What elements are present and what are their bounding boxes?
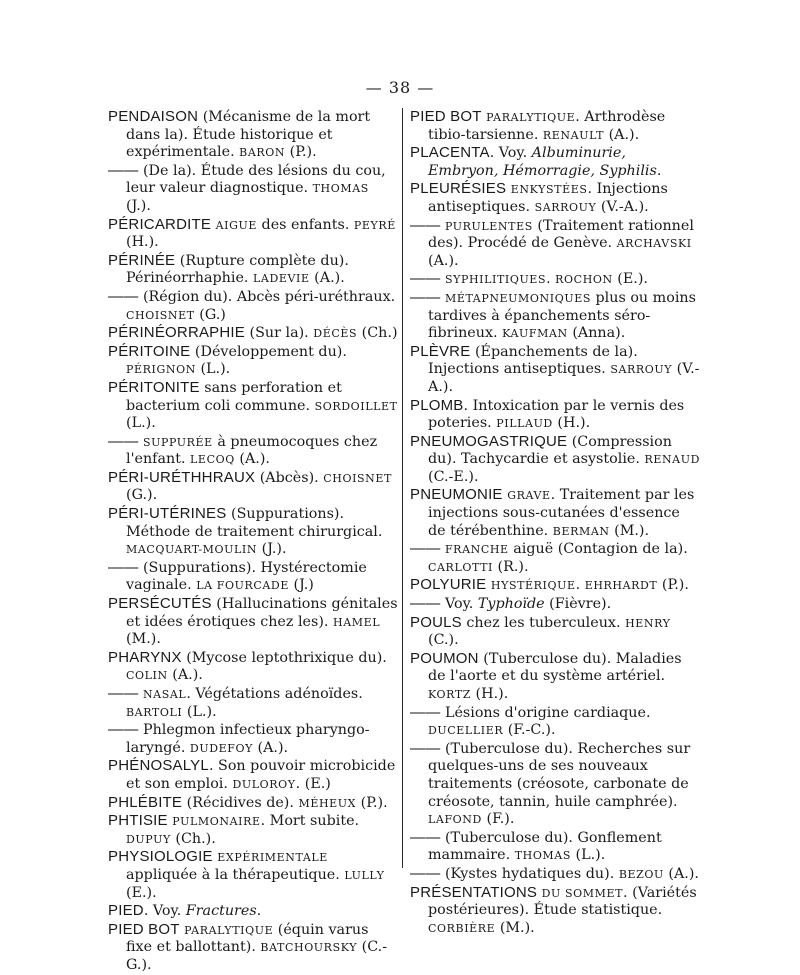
- entry-qualifier: FRANCHE: [444, 543, 509, 557]
- entry-text: (Suppurations). Hystérectomie vaginale.: [126, 559, 367, 594]
- entry-text: (Épanchements de la). Injections antiseptiques.: [428, 343, 638, 378]
- index-entry: [410, 217, 700, 271]
- index-entry: [410, 343, 700, 397]
- entry-initials: (P.).: [657, 577, 689, 594]
- entry-text: à pneumocoques chez l'enfant.: [126, 433, 378, 468]
- entry-initials: (Ch.): [357, 325, 398, 342]
- entry-heading: POULS: [410, 613, 462, 631]
- index-entry: [108, 379, 398, 433]
- index-entry: [410, 576, 700, 595]
- entry-author: ROCHON: [555, 273, 613, 287]
- entry-heading: PLEURÉSIES: [410, 180, 507, 198]
- entry-initials: (C.-G.).: [126, 939, 388, 973]
- index-entry: [108, 288, 398, 324]
- entry-initials: (E.).: [126, 884, 157, 901]
- index-entry: [410, 704, 700, 740]
- entry-heading: ——: [410, 864, 441, 882]
- entry-initials: (A.).: [663, 865, 699, 882]
- entry-text: .: [575, 577, 585, 594]
- index-entry: [108, 649, 398, 685]
- entry-heading: ——: [410, 595, 441, 613]
- entry-author: LA FOURCADE: [196, 579, 289, 593]
- entry-initials: (A.).: [167, 667, 203, 684]
- page-number: — 38 —: [365, 78, 435, 97]
- entry-text: (Développement du).: [190, 343, 347, 360]
- entry-initials: (V.-A.).: [428, 361, 700, 395]
- entry-heading: PIED BOT: [108, 920, 180, 938]
- entry-heading: PÉRINÉE: [108, 251, 176, 269]
- left-column: [108, 108, 398, 975]
- entry-text: (De la). Étude des lésions du cou, leur valeur diagnostique.: [126, 162, 386, 197]
- entry-heading: PENDAISON: [108, 108, 199, 125]
- entry-text: . Injections antiseptiques.: [428, 181, 668, 215]
- entry-heading: PÉRI-URÉTHHRAUX: [108, 468, 256, 486]
- entry-author: THOMAS: [312, 182, 369, 196]
- entry-qualifier: PARALYTIQUE: [486, 111, 576, 124]
- entry-heading: ——: [410, 288, 441, 306]
- entry-text: (Rupture complète du). Périnéorrhaphie.: [126, 252, 349, 287]
- entry-text: .: [546, 271, 556, 288]
- entry-text: Voy.: [440, 596, 478, 613]
- entry-text: chez les tuberculeux.: [461, 614, 626, 631]
- entry-heading: PHYSIOLOGIE: [108, 848, 213, 866]
- index-entry: [410, 884, 700, 938]
- entry-text: Phlegmon infectieux pharyngo-laryngé.: [126, 722, 370, 756]
- entry-qualifier: HYSTÉRIQUE: [490, 579, 576, 593]
- entry-heading: PHÉNOSALYL: [108, 757, 209, 775]
- entry-text: (Suppurations). Méthode de traitement chirurgical.: [126, 506, 383, 540]
- entry-author: LADEVIE: [253, 272, 310, 286]
- index-entry: [108, 902, 398, 921]
- entry-qualifier: SYPHILITIQUES: [444, 273, 547, 287]
- entry-initials: (C.-E.).: [428, 468, 479, 485]
- entry-author: BERMAN: [552, 524, 610, 538]
- entry-author: SARROUY: [534, 200, 597, 214]
- entry-initials: (H.).: [552, 415, 591, 432]
- entry-author: RENAUD: [644, 453, 701, 467]
- entry-author: DÉCÈS: [313, 327, 358, 341]
- index-entry: [410, 865, 700, 884]
- entry-author: CARLOTTI: [428, 560, 493, 574]
- index-entry: [108, 216, 398, 252]
- entry-text: (Compression du). Tachycardie et asystolie.: [428, 433, 672, 468]
- entry-initials: (M.).: [609, 522, 650, 539]
- entry-heading: PÉRICARDITE: [108, 215, 212, 233]
- entry-text: . Intoxication par le vernis des poteries.: [428, 397, 685, 432]
- right-column: [410, 108, 700, 937]
- entry-initials: (H.).: [471, 686, 509, 702]
- index-entry: [410, 397, 700, 433]
- entry-initials: (A.).: [604, 126, 640, 143]
- entry-author: KORTZ: [428, 688, 472, 701]
- entry-author: LECOQ: [190, 453, 235, 467]
- entry-author: DULOROY: [232, 777, 296, 791]
- entry-heading: PLÈVRE: [410, 342, 471, 360]
- entry-text: . Végétations adénoïdes.: [186, 686, 363, 702]
- entry-heading: PNEUMONIE: [410, 486, 503, 504]
- index-entry: [410, 540, 700, 576]
- entry-heading: PÉRINÉORRAPHIE: [108, 324, 245, 342]
- entry-qualifier: NASAL: [142, 688, 187, 701]
- entry-text: (Tuberculose du). Gonflement mammaire.: [428, 829, 662, 864]
- entry-author: BARTOLI: [126, 705, 183, 719]
- entry-author: MACQUART-MOULIN: [126, 543, 258, 557]
- entry-initials: (G.): [194, 306, 226, 323]
- index-entry: [108, 559, 398, 595]
- entry-initials: (E.).: [612, 271, 648, 288]
- entry-text: (Mécanisme de la mort dans la). Étude historique et expérimentale.: [126, 109, 371, 161]
- entry-qualifier: ENKYSTÉES: [510, 183, 588, 197]
- entry-text: (Abcès).: [255, 469, 324, 486]
- entry-initials: (J.).: [257, 541, 287, 558]
- entry-author: LULLY: [344, 868, 385, 882]
- entry-heading: ——: [108, 432, 139, 450]
- entry-initials: (R.).: [493, 558, 529, 575]
- entry-author: SARROUY: [610, 363, 673, 377]
- entry-author: EHRHARDT: [584, 579, 658, 593]
- entry-text: . Mort subite.: [260, 813, 360, 830]
- index-entry: [410, 108, 700, 144]
- entry-initials: (M.).: [495, 919, 535, 936]
- entry-text: (Tuberculose du). Recherches sur quelques-uns de ses nouveaux traitements (créosote, carbonate de créosote, tannin, huile camphrée).: [428, 740, 691, 810]
- entry-heading: PHTISIE: [108, 812, 168, 830]
- entry-qualifier: DU SOMMET: [541, 886, 624, 900]
- entry-heading: POLYURIE: [410, 576, 487, 594]
- entry-text: plus ou moins tardives à épanchements séro-fibrineux.: [428, 289, 696, 342]
- entry-author: HENRY: [625, 616, 671, 630]
- entry-qualifier: MÉTAPNEUMONIQUES: [444, 291, 591, 305]
- index-entry: [108, 433, 398, 469]
- entry-author: DUPUY: [126, 832, 171, 846]
- index-entry: [410, 650, 700, 704]
- index-entry: [410, 829, 700, 865]
- index-entry: [108, 505, 398, 559]
- entry-qualifier: EXPÉRIMENTALE: [217, 851, 328, 865]
- entry-heading: ——: [410, 540, 441, 558]
- entry-text: . Son pouvoir microbicide et son emploi.: [126, 758, 396, 792]
- index-entry: [410, 740, 700, 829]
- entry-author: PEYRÉ: [353, 218, 396, 232]
- entry-initials: (C.).: [428, 632, 459, 649]
- entry-text: des enfants.: [257, 216, 354, 233]
- entry-initials: (A.).: [252, 739, 289, 756]
- entry-author: PILLAUD: [496, 417, 553, 431]
- entry-qualifier: PURULENTES: [444, 219, 533, 233]
- entry-initials: . (E.): [295, 775, 331, 792]
- entry-author: DUCELLIER: [428, 724, 504, 738]
- entry-initials: (F.-C.).: [503, 722, 556, 739]
- entry-author: ARCHAVSKI: [616, 237, 692, 251]
- index-entry: [410, 289, 700, 343]
- entry-initials: (V.-A.).: [596, 198, 649, 215]
- index-entry: [108, 757, 398, 793]
- entry-text: appliquée à la thérapeutique.: [126, 866, 345, 883]
- index-entry: [108, 162, 398, 216]
- index-entry: [410, 486, 700, 540]
- entry-heading: ——: [108, 721, 139, 739]
- entry-text: (Kystes hydatiques du).: [440, 865, 619, 882]
- entry-initials: (A.).: [428, 252, 459, 269]
- entry-heading: PHLÉBITE: [108, 793, 183, 811]
- entry-heading: ——: [108, 685, 139, 702]
- entry-heading: PHARYNX: [108, 648, 182, 666]
- index-entry: [108, 252, 398, 288]
- entry-author: DUDEFOY: [189, 741, 253, 755]
- entry-reference: Fractures: [185, 903, 257, 920]
- entry-qualifier: SUPPURÉE: [142, 435, 213, 449]
- entry-author: BEZOU: [618, 867, 664, 881]
- index-entry: [108, 108, 398, 162]
- entry-initials: (J.): [288, 577, 314, 594]
- entry-text: aiguë (Contagion de la).: [508, 541, 688, 558]
- index-entry: [410, 144, 700, 180]
- entry-initials: (A.).: [234, 451, 270, 468]
- entry-heading: ——: [410, 216, 441, 234]
- entry-author: HAMEL: [333, 615, 381, 629]
- entry-author: CORBIÈRE: [428, 921, 496, 935]
- index-entry: [108, 324, 398, 343]
- index-entry: [108, 595, 398, 649]
- entry-heading: PRÉSENTATIONS: [410, 883, 538, 901]
- entry-heading: PLACENTA: [410, 144, 490, 162]
- entry-text: (Traitement rationnel des). Procédé de Genève.: [428, 217, 694, 252]
- entry-heading: ——: [410, 739, 441, 757]
- entry-text: sans perforation et bacterium coli commune.: [126, 379, 342, 414]
- entry-heading: PIED: [108, 902, 144, 920]
- index-entry: [410, 614, 700, 650]
- entry-initials: (L.).: [182, 703, 217, 720]
- entry-heading: ——: [410, 270, 441, 288]
- entry-author: CHOISNET: [323, 471, 392, 485]
- entry-author: BARON: [239, 146, 286, 160]
- entry-heading: PNEUMOGASTRIQUE: [410, 432, 568, 450]
- entry-initials: .: [656, 162, 662, 179]
- index-entry: [108, 812, 398, 848]
- entry-initials: (H.).: [126, 234, 159, 251]
- entry-author: CHOISNET: [126, 308, 195, 322]
- index-entry: [108, 848, 398, 902]
- entry-qualifier: GRAVE: [507, 489, 551, 503]
- entry-heading: ——: [108, 161, 139, 179]
- entry-author: SORDOILLET: [314, 399, 398, 413]
- entry-initials: (G.).: [126, 487, 158, 504]
- entry-text: (Sur la).: [245, 325, 314, 342]
- entry-qualifier: AIGUE: [215, 218, 257, 232]
- index-entry: [410, 595, 700, 614]
- entry-heading: POUMON: [410, 649, 479, 667]
- entry-text: (Tuberculose du). Maladies de l'aorte et du système artériel.: [428, 650, 682, 685]
- index-entry: [108, 469, 398, 505]
- entry-text: . Traitement par les injections sous-cutanées d'essence de térébenthine.: [428, 487, 695, 539]
- entry-author: RENAULT: [542, 128, 605, 142]
- column-divider: [402, 108, 403, 868]
- entry-text: (Récidives de).: [182, 794, 299, 811]
- entry-text: (Région du). Abcès péri-uréthraux.: [138, 288, 396, 305]
- index-entry: [410, 270, 700, 289]
- entry-text: . (Variétés postérieures). Étude statistique.: [428, 884, 697, 919]
- entry-initials: (P.).: [356, 794, 388, 811]
- entry-reference: Typhoïde: [477, 596, 545, 613]
- entry-text: . Voy.: [143, 903, 186, 920]
- index-entry: [108, 343, 398, 379]
- entry-initials: (Ch.).: [170, 830, 216, 847]
- entry-heading: PLOMB: [410, 396, 464, 414]
- entry-initials: (L.).: [570, 847, 606, 864]
- entry-author: BATCHOURSKY: [260, 941, 358, 955]
- entry-heading: ——: [410, 828, 441, 846]
- entry-qualifier: PARALYTIQUE: [184, 923, 274, 937]
- entry-initials: (L.).: [195, 361, 231, 378]
- entry-text: . Voy.: [489, 145, 532, 162]
- entry-author: MÉHEUX: [298, 796, 357, 810]
- entry-heading: PÉRI-UTÉRINES: [108, 505, 227, 523]
- index-entry: [108, 794, 398, 813]
- entry-qualifier: PULMONAIRE: [172, 815, 261, 829]
- entry-text: (Mycose leptothrixique du).: [181, 649, 387, 666]
- index-entry: [410, 180, 700, 216]
- entry-initials: (M.).: [126, 631, 161, 648]
- entry-initials: (J.).: [126, 197, 151, 214]
- entry-initials: (P.).: [285, 144, 317, 161]
- entry-reference: Albuminurie, Embryon, Hémorragie, Syphilis: [428, 145, 657, 179]
- entry-heading: ——: [410, 703, 441, 721]
- entry-text: Lésions d'origine cardiaque.: [440, 704, 651, 721]
- entry-initials: (A.).: [309, 270, 345, 287]
- entry-initials: (L.).: [126, 415, 156, 432]
- entry-heading: ——: [108, 558, 139, 576]
- index-entry: [108, 685, 398, 721]
- index-entry: [108, 721, 398, 757]
- entry-author: PÉRIGNON: [126, 363, 196, 377]
- entry-initials: (F.).: [481, 811, 515, 828]
- entry-author: KAUFMAN: [502, 327, 568, 341]
- entry-author: COLIN: [126, 669, 168, 683]
- entry-heading: PÉRITONITE: [108, 378, 200, 396]
- entry-text: (équin varus fixe et ballottant).: [126, 921, 369, 956]
- entry-heading: PIED BOT: [410, 108, 482, 125]
- entry-text: . Arthrodèse tibio-tarsienne.: [428, 109, 666, 143]
- entry-initials: .: [256, 903, 262, 920]
- entry-heading: PERSÉCUTÉS: [108, 595, 212, 613]
- entry-author: THOMAS: [514, 849, 571, 863]
- entry-initials: (Fièvre).: [544, 596, 612, 613]
- entry-initials: (Anna).: [567, 325, 626, 342]
- entry-author: LAFOND: [428, 813, 482, 827]
- index-entry: [108, 921, 398, 975]
- entry-heading: ——: [108, 287, 139, 305]
- index-entry: [410, 433, 700, 487]
- entry-heading: PÉRITOINE: [108, 342, 191, 360]
- entry-text: (Hallucinations génitales et idées érotiques chez les).: [126, 596, 398, 630]
